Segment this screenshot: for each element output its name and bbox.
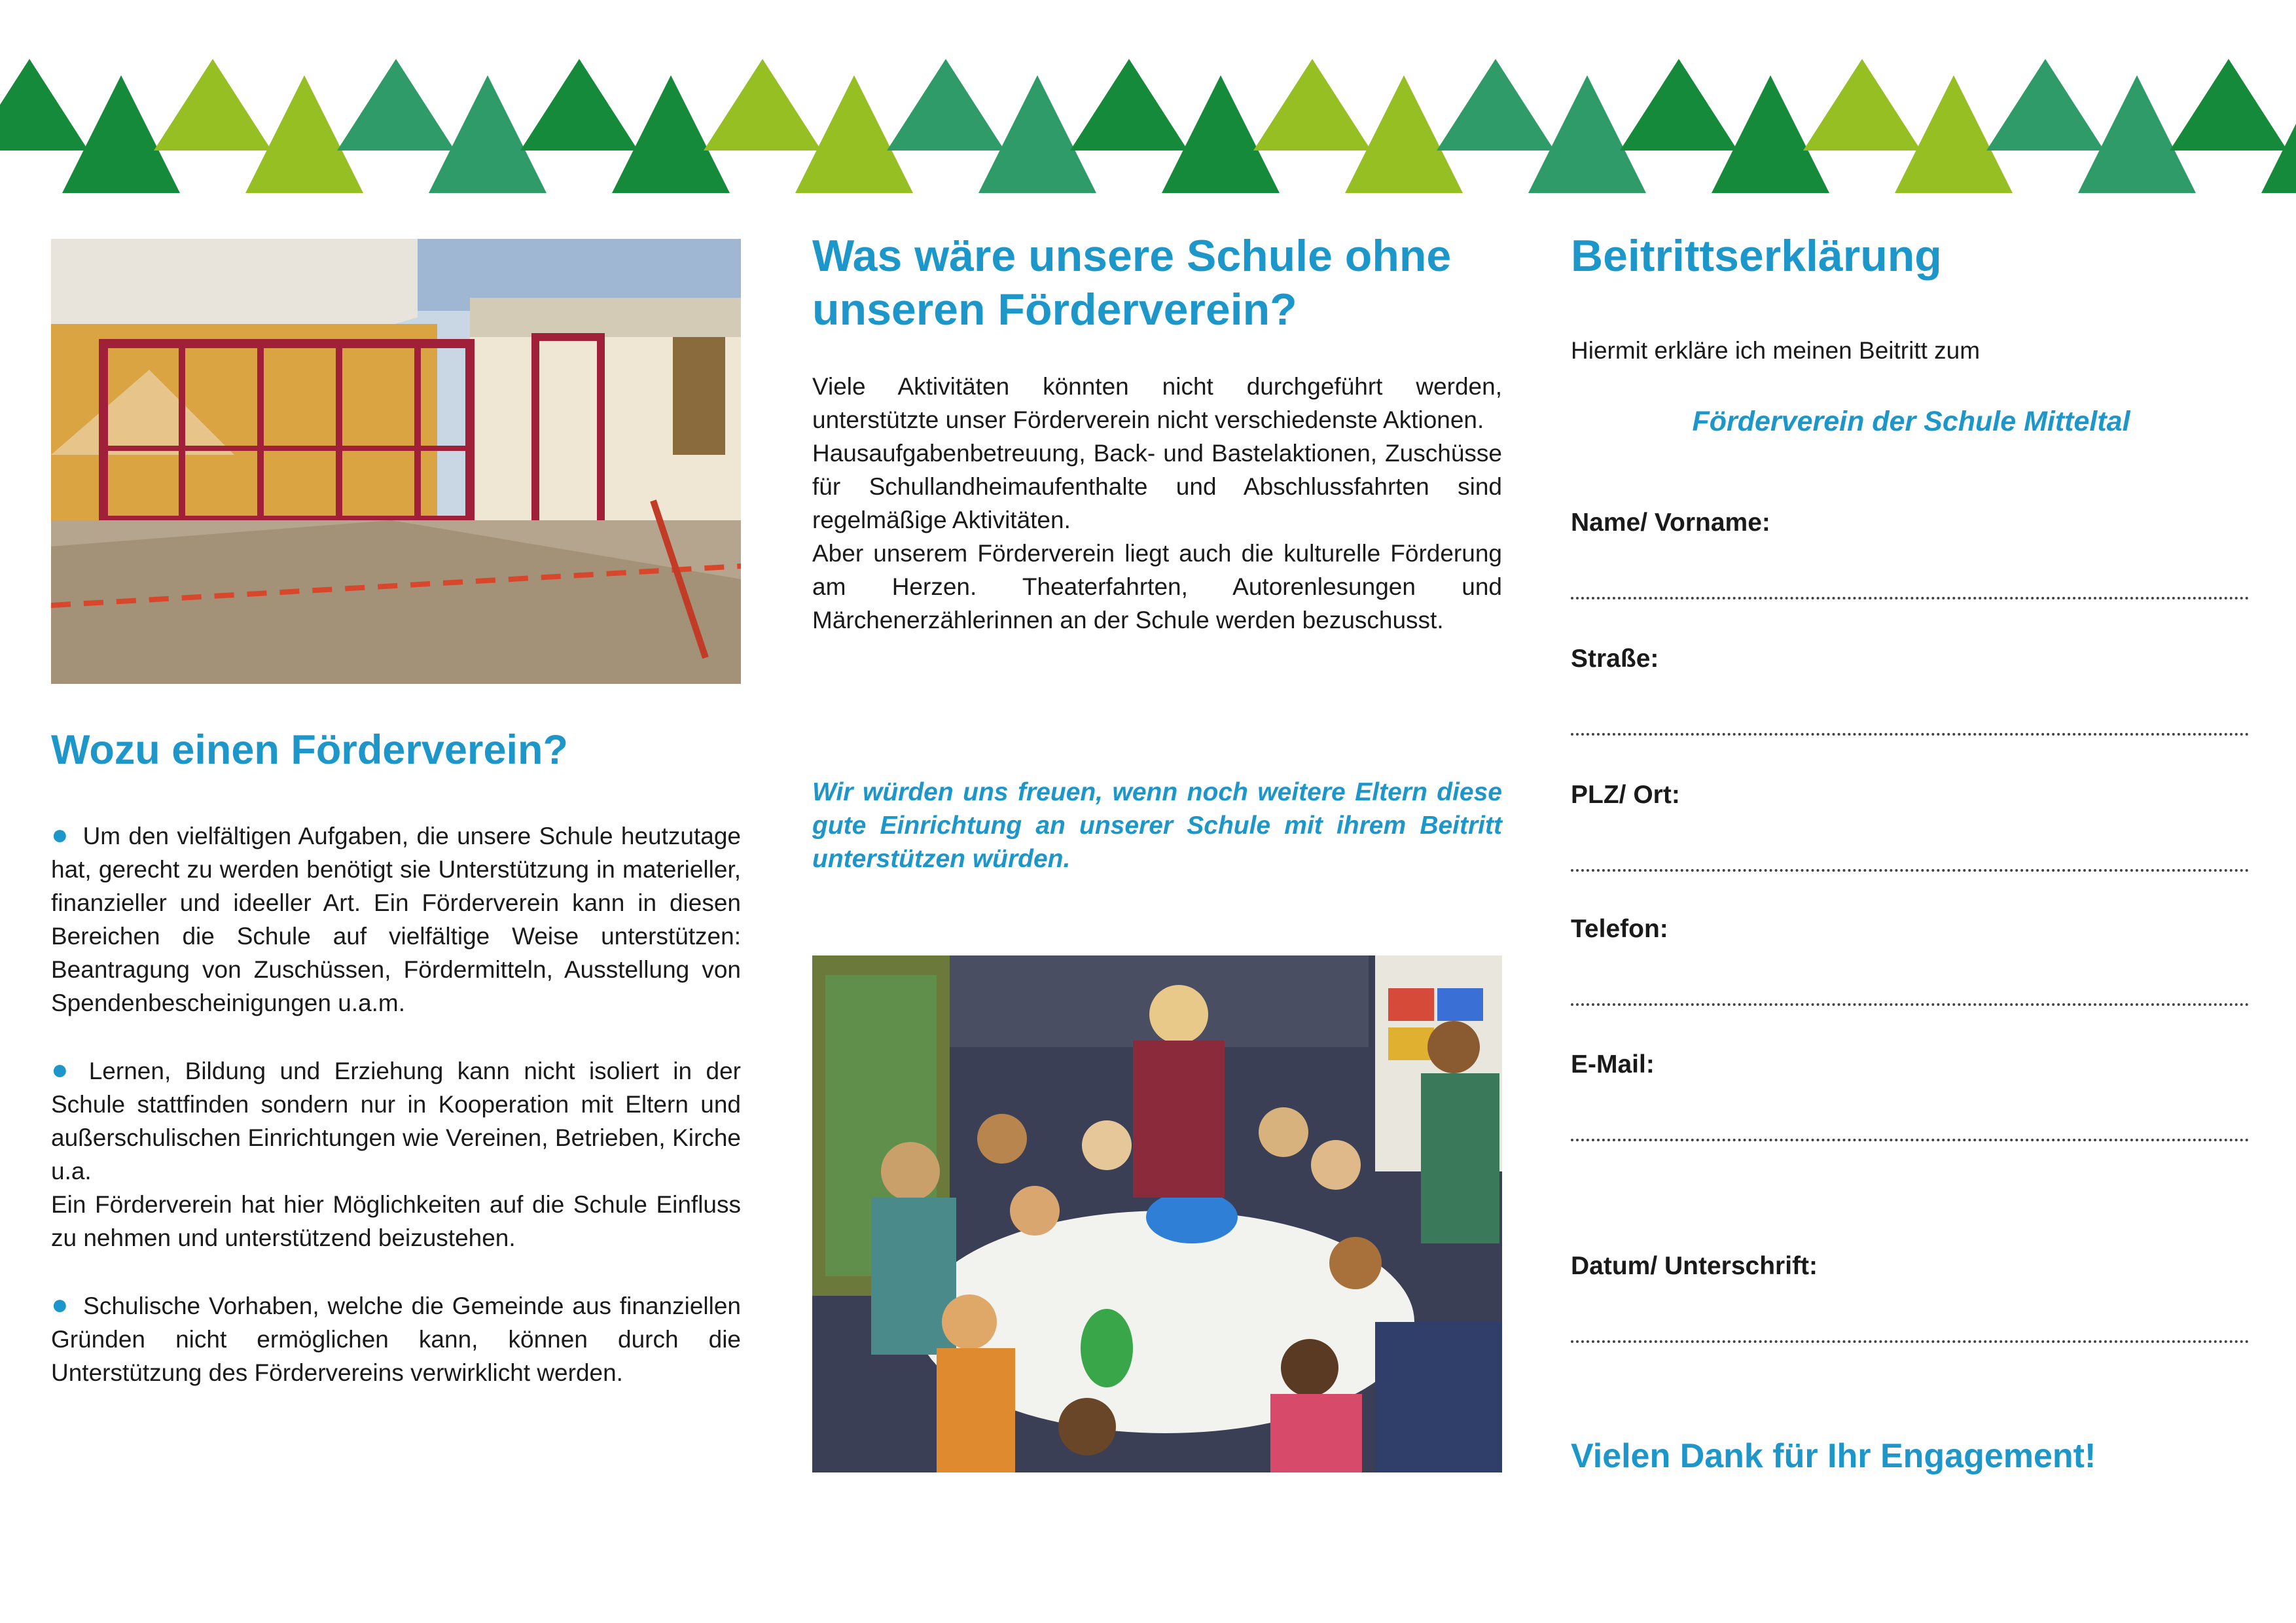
school-building-photo — [51, 239, 741, 684]
invitation-quote: Wir würden uns freuen, wenn noch weitere Eltern diese gute Einrichtung an unserer Schule mit ihrem Beitritt unterstützen würden. — [812, 778, 1502, 873]
decorative-triangle — [1345, 75, 1463, 193]
decorative-triangle — [62, 75, 180, 193]
input-line-name[interactable] — [1571, 597, 2249, 599]
bullet-paragraph: ● Lernen, Bildung und Erziehung kann nicht isoliert in der Schule stattfinden sondern nur in Kooperation mit Eltern und außerschulischen Einrichtungen wie Vereinen, Betrieben, Kirche u.a. — [51, 1054, 742, 1185]
decorative-triangle — [1712, 75, 1829, 193]
decorative-triangle — [1803, 59, 1921, 151]
bullet-paragraph: ● Um den vielfältigen Aufgaben, die unsere Schule heutzutage hat, gerecht zu werden benötigt sie Unterstützung in materieller, finanzieller und ideeller Art. Ein Förderverein kann in diesen Bereichen die Schule auf vielfältige Weise unterstützen: Beantragung von Zuschüssen, Fördermitteln, Ausstellung von Spendenbescheinigungen u.a.m. — [51, 819, 742, 1016]
label-date-signature: Datum/ Unterschrift: — [1571, 1252, 1818, 1280]
children-baking-photo — [812, 955, 1502, 1472]
decorative-triangle — [1986, 59, 2104, 151]
decorative-triangle — [2078, 75, 2196, 193]
club-name: Förderverein der Schule Mitteltal — [1692, 406, 2130, 437]
label-email: E-Mail: — [1571, 1050, 1655, 1079]
heading-membership-form: Beitrittserklärung — [1571, 231, 1942, 281]
paragraph: Viele Aktivitäten könnten nicht durchgeführt werden, unterstützte unser Förderverein nicht verschiedenste Aktionen. — [812, 373, 1502, 433]
bullet-paragraph: ● Schulische Vorhaben, welche die Gemeinde aus finanziellen Gründen nicht ermöglichen kann, können durch die Unterstützung des Fördervereins verwirklicht werden. — [51, 1289, 742, 1386]
bullet-icon: ● — [51, 819, 70, 851]
thank-you-note: Vielen Dank für Ihr Engagement! — [1571, 1437, 2096, 1475]
input-line-phone[interactable] — [1571, 1003, 2249, 1006]
input-line-postcode-city[interactable] — [1571, 869, 2249, 872]
label-phone: Telefon: — [1571, 915, 1668, 943]
left-body — [51, 818, 741, 1423]
decorative-triangle — [429, 75, 547, 193]
decorative-triangle-band — [0, 0, 2296, 209]
decorative-triangle — [704, 59, 821, 151]
decorative-triangle — [0, 59, 88, 151]
middle-body — [812, 370, 1502, 637]
decorative-triangle — [154, 59, 272, 151]
decorative-triangle — [1620, 59, 1738, 151]
decorative-triangle — [612, 75, 730, 193]
decorative-triangle — [520, 59, 638, 151]
decorative-triangle — [795, 75, 913, 193]
heading-without-association: Was wäre unsere Schule ohne unseren Förderverein? — [812, 231, 1452, 334]
input-line-street[interactable] — [1571, 733, 2249, 736]
decorative-triangle — [1070, 59, 1188, 151]
paragraph: Hausaufgabenbetreuung, Back- und Bastelaktionen, Zuschüsse für Schullandheimaufenthalte und Abschlussfahrten sind regelmäßige Aktivitäten. — [812, 440, 1502, 533]
label-postcode-city: PLZ/ Ort: — [1571, 781, 1680, 809]
label-street: Straße: — [1571, 645, 1659, 673]
decorative-triangle — [1437, 59, 1554, 151]
input-line-date-signature[interactable] — [1571, 1340, 2249, 1343]
input-line-email[interactable] — [1571, 1139, 2249, 1141]
bullet-icon: ● — [51, 1054, 76, 1086]
decorative-triangle — [245, 75, 363, 193]
decorative-triangle — [978, 75, 1096, 193]
paragraph: Aber unserem Förderverein liegt auch die kulturelle Förderung am Herzen. Theaterfahrten, Autorenlesungen und Märchenerzählerinnen an der Schule werden bezuschusst. — [812, 540, 1502, 633]
bullet-icon: ● — [51, 1289, 71, 1321]
decorative-triangle — [1162, 75, 1280, 193]
heading-why-association: Wozu einen Förderverein? — [51, 727, 568, 773]
paragraph: Ein Förderverein hat hier Möglichkeiten auf die Schule Einfluss zu nehmen und unterstützend beizustehen. — [51, 1191, 741, 1251]
membership-intro: Hiermit erkläre ich meinen Beitritt zum — [1571, 337, 1981, 364]
decorative-triangle — [337, 59, 455, 151]
decorative-triangle — [887, 59, 1005, 151]
decorative-triangle — [2170, 59, 2287, 151]
decorative-triangle — [1253, 59, 1371, 151]
label-name: Name/ Vorname: — [1571, 508, 1770, 537]
decorative-triangle — [1528, 75, 1646, 193]
decorative-triangle — [1895, 75, 2013, 193]
